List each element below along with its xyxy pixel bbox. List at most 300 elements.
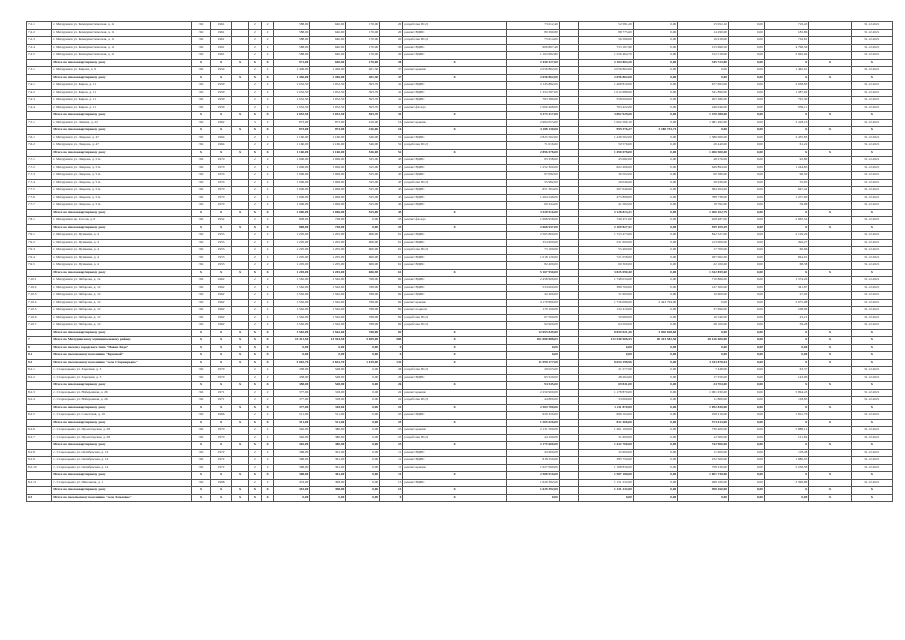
table-cell: Х: [191, 359, 210, 367]
table-cell: Х: [191, 472, 210, 480]
table-cell: 1 244,83: [764, 164, 808, 172]
table-cell: 45: [380, 194, 403, 202]
table-cell: ЭО: [191, 67, 210, 75]
table-cell: 7.7.4: [27, 179, 52, 187]
table-row: [27, 277, 893, 285]
table-cell: Х: [191, 442, 210, 450]
table-cell: 60 580,00: [678, 172, 729, 180]
table-cell: [559, 337, 578, 345]
table-cell: 1959: [210, 104, 231, 112]
table-cell: 0,00: [633, 457, 677, 465]
table-cell: [559, 449, 578, 457]
table-cell: [559, 389, 578, 397]
table-row: [27, 172, 893, 180]
table-cell: 1 052,50: [310, 97, 346, 105]
table-cell: 7.4.4: [27, 104, 52, 112]
table-cell: 385 750,00: [578, 457, 633, 465]
table-cell: г. Мичуринск ул. Лаврова, д. 51а: [52, 179, 192, 187]
table-cell: 31.12.2021: [851, 142, 892, 150]
table-cell: 0,00: [633, 254, 677, 262]
table-cell: с. Староюрьево ул. Заречная, д. 3: [52, 374, 192, 382]
table-cell: 63,37: [764, 367, 808, 375]
table-cell: 0: [380, 352, 403, 360]
table-cell: Итого по поселковому поселению "село Староюрьево": [52, 359, 192, 367]
table-cell: 377,00: [274, 389, 310, 397]
table-cell: Х: [261, 337, 274, 345]
table-cell: 7.7.3: [27, 172, 52, 180]
table-cell: 3 802 929,00: [578, 112, 633, 120]
table-cell: 71 016,00: [506, 142, 559, 150]
subtotal-row: [27, 382, 893, 390]
table-cell: 0,00: [346, 374, 380, 382]
table-row: [27, 299, 893, 307]
table-cell: 2 832,70: [310, 359, 346, 367]
table-cell: [559, 149, 578, 157]
table-cell: 1 052,50: [310, 82, 346, 90]
table-cell: 2: [261, 397, 274, 405]
table-cell: Итого по многоквартирному дому: [52, 269, 192, 277]
table-cell: [232, 44, 249, 52]
table-cell: [559, 494, 578, 502]
table-cell: 73 100,00: [506, 247, 559, 255]
table-cell: Х: [809, 382, 851, 390]
table-cell: Х: [210, 224, 231, 232]
table-cell: 8.1: [27, 352, 52, 360]
table-cell: 0,00: [633, 104, 677, 112]
table-cell: Х: [261, 359, 274, 367]
table-cell: 0,00: [633, 239, 677, 247]
table-row: [27, 247, 893, 255]
table-cell: 23: [380, 427, 403, 435]
table-cell: 1 052,50: [310, 112, 346, 120]
table-cell: [559, 307, 578, 315]
table-cell: 37: [380, 67, 403, 75]
table-cell: 11: [380, 472, 403, 480]
table-cell: 0,00: [506, 494, 559, 502]
table-cell: 3 825 090,40: [578, 269, 633, 277]
table-cell: Х: [261, 59, 274, 67]
table-cell: 534 000,00: [506, 284, 559, 292]
table-cell: 8.2.10: [27, 464, 52, 472]
table-cell: 1 006,00: [310, 194, 346, 202]
table-cell: 1 562,00: [310, 292, 346, 300]
table-cell: ЭО: [191, 239, 210, 247]
table-cell: 640,00: [310, 29, 346, 37]
table-cell: [232, 89, 249, 97]
table-cell: Х: [249, 337, 262, 345]
table-cell: Х: [249, 209, 262, 217]
table-row: [27, 367, 893, 375]
table-cell: Х: [851, 149, 892, 157]
section-total-row: [27, 494, 893, 502]
table-cell: 873,00: [310, 119, 346, 127]
table-cell: 59,98: [764, 202, 808, 210]
table-cell: 31.12.2021: [851, 479, 892, 487]
table-cell: 1 205,00: [310, 262, 346, 270]
table-cell: 0,00: [728, 479, 764, 487]
table-cell: 1 574,20: [764, 277, 808, 285]
table-cell: Х: [191, 382, 210, 390]
table-cell: 458,00: [274, 382, 310, 390]
table-cell: 7.4.3: [27, 97, 52, 105]
table-cell: 0,00: [728, 104, 764, 112]
table-cell: 11: [380, 457, 403, 465]
table-cell: [232, 292, 249, 300]
table-cell: ЭО: [191, 464, 210, 472]
table-cell: Х: [232, 442, 249, 450]
table-cell: [809, 457, 851, 465]
table-cell: 546,00: [346, 149, 380, 157]
table-cell: 768,00: [346, 314, 380, 322]
table-cell: ремонт крыши: [403, 427, 507, 435]
table-cell: 2: [249, 254, 262, 262]
table-cell: 1 587 180,00: [578, 472, 633, 480]
table-cell: Х: [851, 487, 892, 495]
table-cell: [232, 52, 249, 60]
table-cell: Х: [261, 344, 274, 352]
table-cell: 41: [380, 82, 403, 90]
table-cell: 1962: [210, 284, 231, 292]
table-cell: Х: [851, 472, 892, 480]
table-cell: ЭО: [191, 142, 210, 150]
table-cell: 1 257,00: [764, 194, 808, 202]
table-cell: 525,00: [346, 209, 380, 217]
table-cell: 132 410,00: [578, 307, 633, 315]
table-cell: 0,00: [633, 464, 677, 472]
table-cell: Х: [851, 419, 892, 427]
table-cell: 108,90: [764, 307, 808, 315]
table-body: [27, 22, 893, 502]
table-row: [27, 119, 893, 127]
table-cell: 0,00: [633, 344, 677, 352]
table-cell: 0,00: [633, 397, 677, 405]
table-cell: 5 167 950,00: [506, 269, 559, 277]
table-cell: 926 320,00: [506, 412, 559, 420]
table-cell: Х: [851, 494, 892, 502]
table-cell: [232, 142, 249, 150]
table-cell: 1971: [210, 389, 231, 397]
table-cell: 45: [380, 202, 403, 210]
table-cell: 5 888,12: [764, 427, 808, 435]
table-cell: 2: [249, 292, 262, 300]
table-cell: 453,00: [274, 479, 310, 487]
table-cell: Х: [210, 209, 231, 217]
table-cell: Х: [261, 329, 274, 337]
table-cell: 52: [380, 149, 403, 157]
table-cell: Х: [851, 269, 892, 277]
table-cell: 0,00: [728, 284, 764, 292]
table-cell: 1 462,91: [764, 67, 808, 75]
table-row: [27, 307, 893, 315]
table-cell: 649 894,00: [678, 164, 729, 172]
table-cell: 585: [380, 337, 403, 345]
table-cell: [27, 442, 52, 450]
table-cell: 60 300,00: [578, 262, 633, 270]
table-cell: [809, 37, 851, 45]
table-cell: 1 160,00: [310, 134, 346, 142]
table-cell: 1 160,00: [274, 149, 310, 157]
table-cell: [809, 434, 851, 442]
table-cell: 61: [380, 254, 403, 262]
table-cell: ЭО: [191, 449, 210, 457]
table-cell: 112 540 906,55: [578, 337, 633, 345]
table-cell: [559, 254, 578, 262]
table-cell: 0,00: [633, 284, 677, 292]
table-cell: Х: [232, 337, 249, 345]
table-cell: 0,00: [728, 217, 764, 225]
table-cell: 3 418,16: [764, 119, 808, 127]
table-cell: 1962: [210, 299, 231, 307]
table-cell: ремонт крыши: [403, 299, 507, 307]
table-cell: 31.12.2021: [851, 187, 892, 195]
table-cell: 2 450 527,00: [506, 59, 559, 67]
table-cell: Х: [191, 352, 210, 360]
table-cell: 0,00: [728, 427, 764, 435]
table-cell: 0,00: [728, 187, 764, 195]
table-cell: 7.2.1: [27, 22, 52, 30]
table-cell: 2: [261, 427, 274, 435]
table-cell: Х: [249, 494, 262, 502]
table-cell: 14 290,00: [678, 29, 729, 37]
table-cell: Х: [232, 112, 249, 120]
table-cell: 2: [249, 202, 262, 210]
table-cell: [232, 179, 249, 187]
table-cell: 31.12.2021: [851, 254, 892, 262]
table-cell: с. Староюрьево ул. Пролетарская, д. 28: [52, 427, 192, 435]
table-cell: 1 131 232,00: [578, 487, 633, 495]
table-cell: [232, 232, 249, 240]
table-cell: 373 614,00: [678, 419, 729, 427]
table-cell: 22: [380, 397, 403, 405]
subtotal-row: [27, 149, 893, 157]
table-cell: г. Мичуринск ул. Лаврова, д. 51а: [52, 194, 192, 202]
table-cell: Х: [232, 382, 249, 390]
table-cell: 0,00: [728, 397, 764, 405]
table-cell: Х: [249, 419, 262, 427]
table-cell: 2 304 700,00: [506, 404, 559, 412]
table-cell: 1 562,00: [310, 314, 346, 322]
table-cell: ЭО: [191, 397, 210, 405]
table-cell: ЭО: [191, 89, 210, 97]
table-cell: [232, 449, 249, 457]
table-cell: 2: [261, 179, 274, 187]
table-cell: 59,28: [764, 322, 808, 330]
table-cell: Итого по многоквартирному дому: [52, 112, 192, 120]
table-cell: [809, 179, 851, 187]
table-cell: 8 654 298,96: [578, 359, 633, 367]
table-cell: 0,00: [678, 494, 729, 502]
table-cell: Х: [249, 344, 262, 352]
table-cell: ЭО: [191, 217, 210, 225]
table-cell: 0,00: [728, 359, 764, 367]
table-cell: 1961: [210, 29, 231, 37]
table-cell: Х: [851, 329, 892, 337]
table-cell: 3 596,89: [764, 479, 808, 487]
table-cell: 2: [261, 464, 274, 472]
table-cell: 0,00: [728, 472, 764, 480]
table-cell: 31.12.2021: [851, 82, 892, 90]
table-cell: 1 081 030,00: [678, 389, 729, 397]
table-cell: 2 131 500,00: [506, 427, 559, 435]
table-cell: [232, 307, 249, 315]
table-cell: 8.3: [27, 494, 52, 502]
table-cell: 2 668 937,00: [506, 224, 559, 232]
table-cell: 2 056 862,00: [578, 74, 633, 82]
table-cell: Х: [261, 419, 274, 427]
table-cell: 0,00: [633, 52, 677, 60]
table-cell: 31.12.2021: [851, 52, 892, 60]
table-cell: 341 899,00: [678, 89, 729, 97]
table-cell: Х: [851, 404, 892, 412]
table-cell: ремонт крыши: [403, 389, 507, 397]
table-cell: 361,00: [310, 472, 346, 480]
subtotal-row: [27, 269, 893, 277]
table-cell: ЭО: [191, 44, 210, 52]
table-cell: 0,00: [633, 427, 677, 435]
table-cell: Х: [191, 224, 210, 232]
table-cell: Х: [851, 127, 892, 135]
table-cell: 651 304,00: [506, 187, 559, 195]
table-cell: 0,00: [728, 119, 764, 127]
table-cell: 8.2.4: [27, 397, 52, 405]
table-cell: 7.8.1: [27, 217, 52, 225]
table-cell: 7.4.1: [27, 82, 52, 90]
table-cell: разработка ПСД: [403, 322, 507, 330]
table-cell: 1961: [210, 37, 231, 45]
table-cell: 56 596,00: [578, 37, 633, 45]
table-row: [27, 262, 893, 270]
table-cell: Х: [261, 224, 274, 232]
table-cell: 640,00: [310, 52, 346, 60]
table-cell: 1 456,00: [274, 74, 310, 82]
table-cell: [232, 217, 249, 225]
table-cell: 1 131 232,00: [578, 479, 633, 487]
table-cell: [232, 412, 249, 420]
table-cell: [809, 82, 851, 90]
table-cell: 873,00: [274, 119, 310, 127]
table-cell: 170,00: [346, 44, 380, 52]
table-cell: 416,00: [346, 119, 380, 127]
table-cell: [559, 457, 578, 465]
table-cell: 0,00: [633, 494, 677, 502]
table-cell: [559, 232, 578, 240]
table-cell: г. Мичуринск ул. Чабарова, д. 12: [52, 284, 192, 292]
table-cell: 398,00: [310, 479, 346, 487]
table-cell: [232, 202, 249, 210]
table-cell: 25: [380, 217, 403, 225]
table-cell: [809, 262, 851, 270]
table-cell: ремонт ВДИС: [403, 29, 507, 37]
table-cell: 1 205,00: [274, 262, 310, 270]
table-cell: 2: [249, 314, 262, 322]
table-cell: 640,00: [310, 44, 346, 52]
table-cell: г. Мичуринск ул. Пушкина, д. 4: [52, 262, 192, 270]
table-cell: 1 562,00: [274, 307, 310, 315]
table-cell: 1959: [210, 82, 231, 90]
table-cell: ЭО: [191, 374, 210, 382]
table-cell: 503,70: [346, 97, 380, 105]
table-cell: 33 000,00: [578, 397, 633, 405]
table-cell: 60 344,00: [506, 202, 559, 210]
table-cell: 31.12.2021: [851, 37, 892, 45]
table-cell: 31.12.2021: [851, 412, 892, 420]
table-cell: 37 690,00: [678, 307, 729, 315]
table-cell: 511,00: [310, 412, 346, 420]
table-cell: Х: [232, 224, 249, 232]
table-cell: Х: [403, 344, 507, 352]
table-cell: [232, 194, 249, 202]
table-cell: 742 900,00: [678, 442, 729, 450]
table-row: [27, 434, 893, 442]
table-cell: 525,00: [346, 187, 380, 195]
table-cell: [559, 479, 578, 487]
table-cell: 7 448,00: [678, 367, 729, 375]
table-cell: 52: [380, 142, 403, 150]
table-cell: 2: [249, 434, 262, 442]
table-cell: 716,81: [764, 37, 808, 45]
table-cell: 45: [380, 172, 403, 180]
table-cell: 0,00: [633, 307, 677, 315]
table-cell: Х: [210, 419, 231, 427]
table-cell: Х: [809, 59, 851, 67]
table-cell: [809, 217, 851, 225]
table-cell: 0,00: [678, 329, 729, 337]
table-cell: Х: [403, 224, 507, 232]
table-cell: ЭО: [191, 314, 210, 322]
subtotal-row: [27, 442, 893, 450]
table-cell: 19 018,00: [678, 37, 729, 45]
table-cell: ремонт фасада: [403, 217, 507, 225]
table-cell: 0,00: [728, 179, 764, 187]
table-cell: 1 178 870,00: [578, 389, 633, 397]
table-cell: 721 058,00: [578, 254, 633, 262]
table-cell: 1954: [210, 67, 231, 75]
table-cell: Итого по многоквартирному дому: [52, 382, 192, 390]
table-cell: 1 205,00: [310, 247, 346, 255]
table-cell: 0,00: [728, 434, 764, 442]
table-cell: ЭО: [191, 412, 210, 420]
table-cell: 8.2.1: [27, 367, 52, 375]
table-cell: 0,00: [728, 194, 764, 202]
table-cell: 26: [380, 374, 403, 382]
table-cell: 1961: [210, 22, 231, 30]
table-cell: ремонт ВДИС: [403, 449, 507, 457]
table-cell: [27, 419, 52, 427]
table-cell: 0,00: [633, 269, 677, 277]
table-cell: 1 205,00: [310, 269, 346, 277]
table-cell: 0,00: [728, 82, 764, 90]
table-cell: [559, 487, 578, 495]
table-cell: 31.12.2021: [851, 322, 892, 330]
table-cell: Х: [809, 442, 851, 450]
table-cell: 14 924,50: [310, 337, 346, 345]
table-cell: 716,43: [764, 22, 808, 30]
table-row: [27, 142, 893, 150]
table-cell: 31.12.2021: [851, 449, 892, 457]
table-cell: 31.12.2021: [851, 367, 892, 375]
table-cell: 31.12.2021: [851, 232, 892, 240]
table-cell: 1 205,00: [274, 269, 310, 277]
table-cell: 0,00: [633, 262, 677, 270]
table-cell: Х: [851, 112, 892, 120]
table-cell: Х: [764, 419, 808, 427]
table-cell: [559, 127, 578, 135]
table-cell: 1 205,00: [274, 247, 310, 255]
table-cell: 475 808,00: [578, 194, 633, 202]
table-cell: 1970: [210, 434, 231, 442]
table-cell: 31.12.2021: [851, 67, 892, 75]
table-cell: 3: [249, 119, 262, 127]
